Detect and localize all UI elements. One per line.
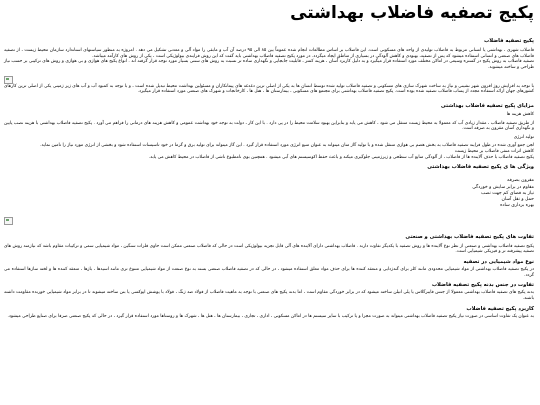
list-item: حمل و نقل آسان: [501, 196, 534, 202]
section-heading-package: پکیج تصفیه فاضلاب: [484, 38, 534, 44]
section-paragraph: با توجه به افزایش روز افزون شهر نشینی و نیاز به ساخت شهرک سازی های مسکونی و تصفیه فاضلاب تولید شده توسط انسان ها به یکی از اصلی ترین دغدغه های پیمانکاران و مسئولین بهداشت محیط تبدیل شده است ، و با توجه به کمبود آب و آب های زیر زمینی یکی از اصلی ترین کارهای کشورهای جهان ارائه استفاده مجدد از پساب فاضلاب تصفیه شده بوده است. پکیج تصفیه فاضلاب بهداشتی برای مجتمع های مسکونی ، بیمارستان ها ، هتل ها ، کارخانجات و شهرک های صنعتی مورد استفاده قرار میگیرد.: [4, 83, 534, 95]
section-heading-features: ویژگی ها ی پکیج تصفیه فاضلاب بهداشتی: [427, 164, 534, 171]
section-paragraph: پکیج تصفیه فاضلاب با حذف آلاینده ها از فاضلاب ، از آلودگی منابع آب سطحی و زیرزمینی جلوگیری میکند و باعث حفظ اکوسیستم های آبی میشود . همچنین بوی نامطبوع ناشی از فاضلاب در محیط کاهش می یابد.: [148, 154, 534, 160]
broken-image-icon: [4, 76, 13, 84]
section-heading-body-material: تفاوت در جنس بدنه پکیج تصفیه فاضلاب: [431, 282, 534, 289]
section-heading-differences: تفاوت های پکیج تصفیه فاضلاب بهداشتی و صنعتی: [405, 234, 534, 241]
article-body: [4, 33, 534, 319]
benefit-subheading-energy: تولید انرژی: [513, 134, 534, 140]
section-paragraph: تصفیه فاضلاب به روش پکیج در گستره وسیعی در اماکن مختلف مورد استفاده قرار میگیرد و به دلیل کاربرد آسان ، هزینه کمتر ، قابلیت جابجایی و نگهداری ساده تر نسبت به روش های سنتی بسیار مورد توجه قرار گرفته اند . انواع پکیج های هوازی و بی هوازی و روش های ترکیبی بر حسب نیاز طراحی و ساخته میشوند.: [4, 59, 534, 70]
broken-image-icon: [4, 217, 13, 225]
section-heading-applications: کاربرد پکیج تصفیه فاضلاب: [466, 305, 534, 312]
section-heading-chemicals: نوع مواد شیمیایی در تصفیه: [463, 258, 534, 265]
list-item: مقاوم در برابر سایش و خوردگی: [472, 184, 534, 190]
list-item: نیاز به فضای کم جهت نصب: [481, 190, 534, 196]
section-paragraph: به عنوان یک تفاوت اساسی در صورت نیاز پکیج تصفیه فاضلاب بهداشتی میتواند به صورت مجزا و یا ترکیب با سایر سیستم ها در اماکن مسکونی ، اداری ، تجاری ، بیمارستان ها ، هتل ها ، شهرک ها و روستاها مورد استفاده قرار گیرد ، در حالی که پکیج صنعتی صرفا برای صنایع طراحی میشود.: [7, 313, 534, 319]
list-item: بهره برداری ساده: [500, 203, 534, 209]
page-title: پکیج تصفیه فاضلاب بهداشتی: [290, 3, 534, 23]
benefit-subheading-cost: کاهش هزینه ها: [506, 111, 534, 117]
section-heading-benefits: مزایای پکیج تصفیه فاضلاب بهداشتی: [440, 102, 534, 109]
features-list: [4, 178, 534, 209]
section-paragraph: فاضلاب شهری ، بهداشتی یا انسانی مربوط به فاضلاب تولیدی از واحد های مسکونی است. این فاضلاب بر اساس مطالعات انجام شده عموماً بین ۸۵ الی ۹۵ درصد آن آب و مابقی را مواد آلی و معدنی تشکیل می دهد . امروزه به منظور سیاستهای استاندارد سازمان محیط زیست ، از تصفیه فاضلاب های صنعتی و انسانی استفاده میشود که پس از تصفیه، بهبودی و کاهش آلودگی در بسیاری از مناطق ایجاد میگردد. در مورد پکیج تصفیه فاضلاب بهداشتی باید گفت که این روش فرایندی بیولوژیکی است ، یکی از روش های کارآمد میباشد.: [4, 48, 535, 59]
section-paragraph: از طریق تصفیه فاضلاب ، مقدار زیادی آب که معمولا به محیط زیست منتقل می شود ، کاهش می یابد و بنابراین بهبود سلامت محیط را در پی دارد . با این کار ، دولت به توجه خود بهداشت عمومی و کاهش هزینه های درمانی را فراهم می آورد . پکیج تصفیه فاضلاب بهداشتی با هزینه نصب پایین و نگهداری آسان مقرون به صرفه است.: [4, 120, 534, 132]
section-paragraph: بدنه پکیج های تصفیه فاضلاب بهداشتی معمولا از جنس فایبرگلاس یا پلی اتیلن ساخته میشود که در برابر خوردگی مقاوم است ، اما بدنه پکیج های صنعتی با توجه به ماهیت فاضلاب از فولاد ضد زنگ ، فولاد با پوشش اپوکسی یا بتن ساخته میشوند تا در برابر مواد شیمیایی خورنده مقاومت داشته باشند.: [4, 290, 534, 301]
section-paragraph: لجن جمع آوری شده در طول فرایند تصفیه فاضلاب به بخش هضم بی هوازی منتقل شده و با تولید گاز متان میتواند به عنوان منبع انرژی مورد استفاده قرار گیرد . این گاز میتواند برای تولید برق و گرما در خود تاسیسات استفاده شود و بخشی از انرژی مورد نیاز را تامین نماید.: [40, 143, 534, 149]
section-paragraph: در پکیج تصفیه فاضلاب بهداشتی از مواد شیمیایی محدودی مانند کلر برای گندزدایی و منعقد کننده ها برای حذف مواد معلق استفاده میشود ، در حالی که در تصفیه فاضلاب صنعتی بسته به نوع صنعت از مواد شیمیایی متنوع تری مانند اسیدها ، بازها ، منعقد کننده ها و لخته سازها استفاده می گردد.: [4, 266, 534, 278]
benefit-subheading-environment: کاهش اثرات منفی فاضلاب بر محیط زیست: [454, 148, 534, 154]
list-item: مقرون بصرفه: [507, 178, 534, 184]
section-paragraph: پکیج تصفیه فاضلاب بهداشتی و صنعتی از نظر نوع آلاینده ها و روش تصفیه با یکدیگر تفاوت دارند . فاضلاب بهداشتی دارای آلاینده های آلی قابل تجزیه بیولوژیکی است در حالی که فاضلاب صنعتی ممکن است حاوی فلزات سنگین ، مواد شیمیایی سمی و ترکیبات مقاوم باشد که نیازمند روش های تصفیه پیشرفته تر و فیزیکی شیمیایی است.: [4, 243, 534, 255]
